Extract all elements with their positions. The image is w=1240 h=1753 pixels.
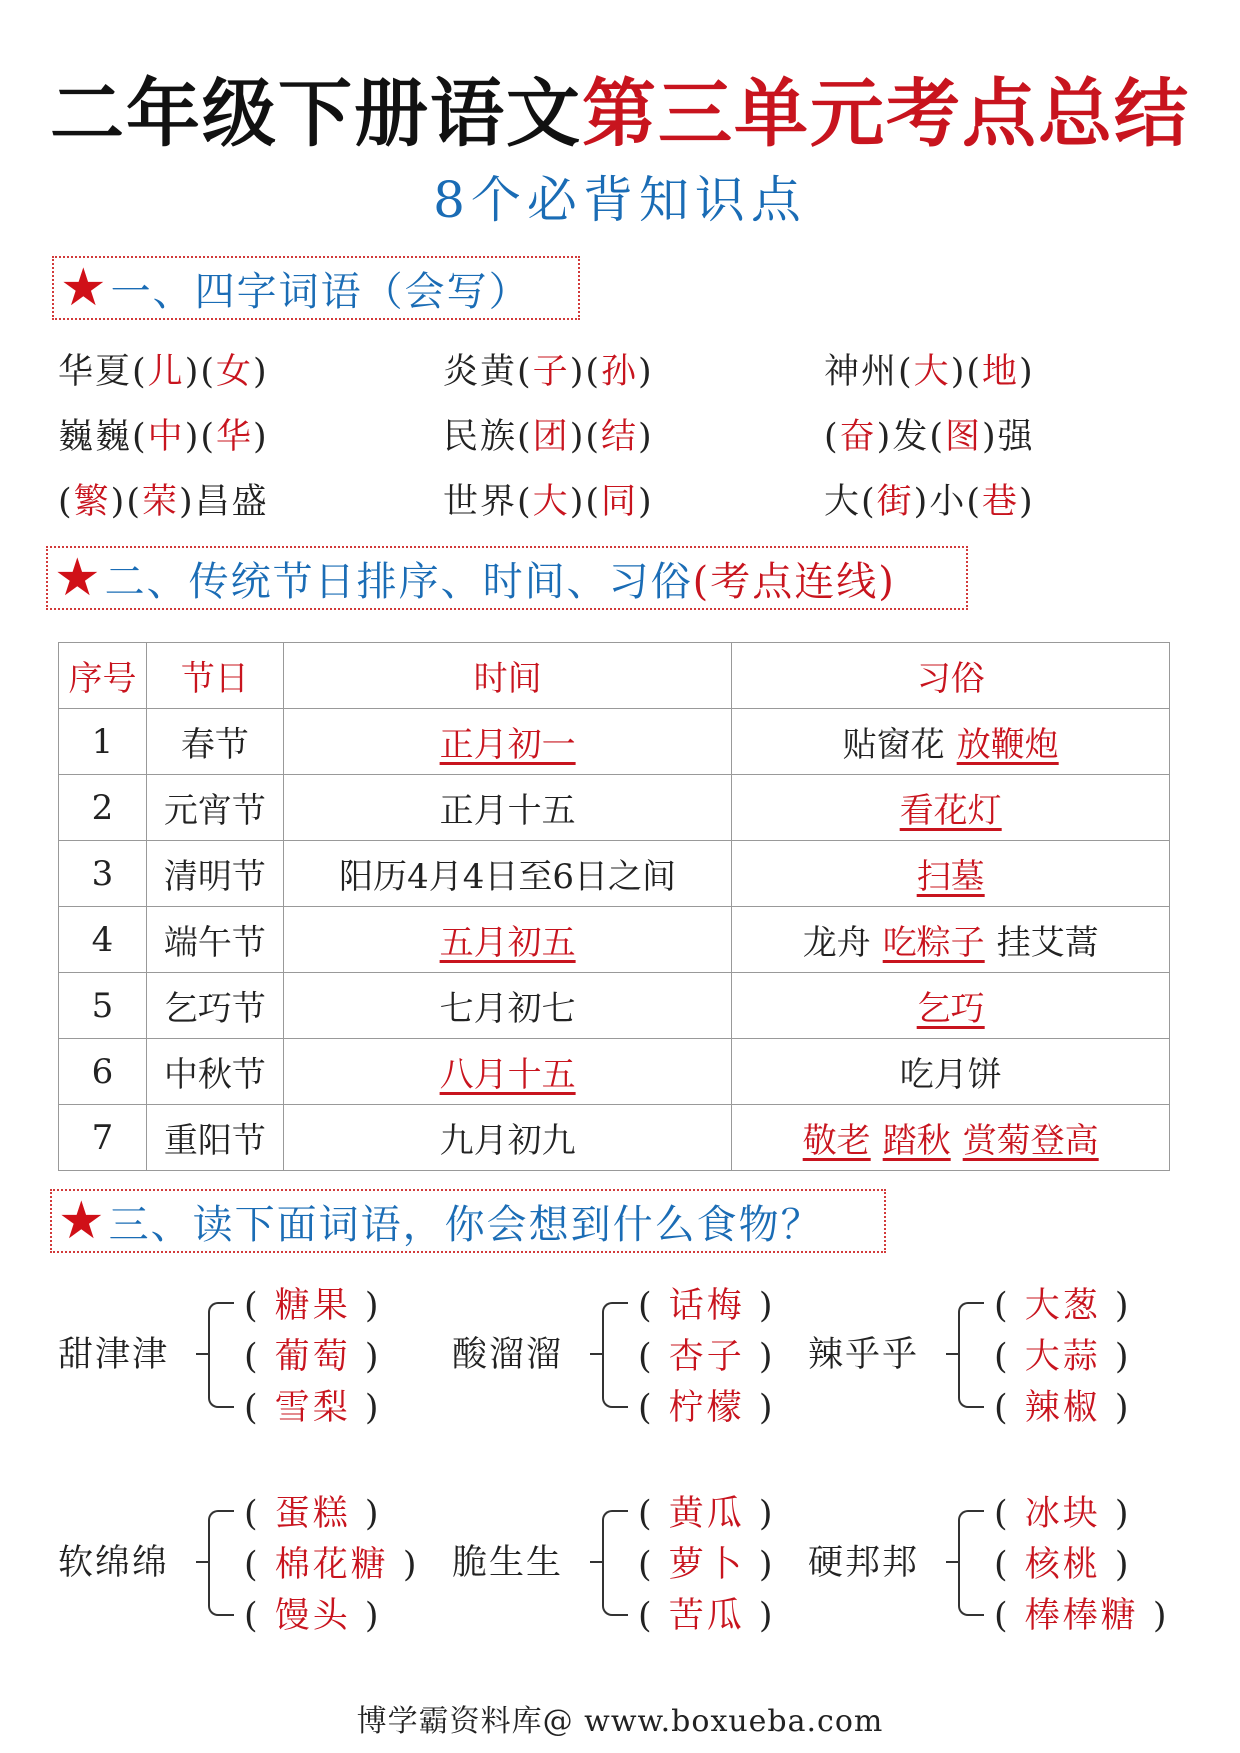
header-num: 序号 — [59, 643, 147, 709]
idiom-text: 世界 — [443, 482, 518, 522]
idiom-item — [443, 474, 654, 524]
section3-heading: 三、读下面词语，你会想到什么食物？ — [108, 1201, 823, 1248]
brace — [602, 1302, 628, 1408]
cell-text: 阳历4月4日至6日之间 — [339, 857, 677, 897]
food-item: ( 核桃 ) — [994, 1545, 1132, 1585]
page-subtitle: 8个必背知识点 — [433, 171, 807, 229]
section1-header — [52, 256, 580, 320]
idiom-text: ( — [824, 417, 840, 457]
festival-time — [283, 775, 732, 841]
idiom-answer: 儿 — [147, 352, 185, 392]
food-item: ( 大葱 ) — [994, 1286, 1132, 1326]
food-answer: 黄瓜 — [668, 1494, 745, 1534]
table-row — [59, 775, 1170, 841]
star-icon: ★ — [60, 258, 107, 318]
food-answer: 冰块 — [1024, 1494, 1101, 1534]
food-answer: 大蒜 — [1024, 1337, 1101, 1377]
food-adjective: 脆生生 — [452, 1543, 564, 1583]
food-answer: 葡萄 — [274, 1337, 351, 1377]
festival-custom — [732, 907, 1170, 973]
food-answer: 馒头 — [274, 1596, 351, 1636]
idiom-text: 神州 — [824, 352, 899, 392]
idiom-answer: 图 — [944, 417, 982, 457]
section2-heading: 二、传统节日排序、时间、习俗 — [104, 558, 693, 605]
table-row — [59, 1105, 1170, 1171]
idiom-text: ) — [253, 352, 269, 392]
idiom-text: 民族 — [443, 417, 518, 457]
festival-name: 端午节 — [146, 907, 283, 973]
brace — [208, 1302, 234, 1408]
star-icon: ★ — [54, 548, 101, 608]
idiom-text: ) — [638, 352, 654, 392]
food-answer: 话梅 — [668, 1286, 745, 1326]
food-answer: 萝卜 — [668, 1545, 745, 1585]
idiom-text: ( — [58, 482, 74, 522]
festival-name: 乞巧节 — [146, 973, 283, 1039]
festival-custom — [732, 1039, 1170, 1105]
idiom-answer: 繁 — [73, 482, 111, 522]
section2-header — [46, 546, 968, 610]
table-row — [59, 907, 1170, 973]
festival-custom — [732, 1105, 1170, 1171]
idiom-text: )强 — [982, 417, 1035, 457]
answer-text: 正月初一 — [439, 725, 576, 765]
cell-text: 龙舟 — [802, 923, 871, 963]
idiom-text: )( — [184, 352, 216, 392]
table-header-row — [59, 643, 1170, 709]
festival-time — [283, 1039, 732, 1105]
idiom-answer: 地 — [982, 352, 1020, 392]
idiom-text: 大( — [824, 482, 877, 522]
food-item: ( 辣椒 ) — [994, 1388, 1132, 1428]
header-custom: 习俗 — [732, 643, 1170, 709]
row-num: 7 — [59, 1105, 147, 1171]
food-item: ( 黄瓜 ) — [638, 1494, 776, 1534]
festival-time — [283, 709, 732, 775]
row-num: 4 — [59, 907, 147, 973]
cell-text: 吃月饼 — [899, 1055, 1002, 1095]
idiom-text: ( — [517, 417, 533, 457]
idiom-text: ) — [638, 482, 654, 522]
idiom-text: ( — [517, 352, 533, 392]
food-item: ( 棒棒糖 ) — [994, 1596, 1170, 1636]
idiom-answer: 奋 — [839, 417, 877, 457]
idiom-answer: 孙 — [601, 352, 639, 392]
food-adjective: 甜津津 — [58, 1335, 170, 1375]
food-item: ( 棉花糖 ) — [244, 1545, 420, 1585]
food-answer: 柠檬 — [668, 1388, 745, 1428]
idiom-answer: 团 — [532, 417, 570, 457]
food-adjective: 软绵绵 — [58, 1543, 170, 1583]
answer-text: 赏菊登高 — [962, 1121, 1099, 1161]
food-answer: 棒棒糖 — [1024, 1596, 1139, 1636]
page-title — [0, 55, 1240, 161]
idiom-answer: 街 — [876, 482, 914, 522]
idiom-text: )( — [950, 352, 982, 392]
festival-name: 重阳节 — [146, 1105, 283, 1171]
food-item: ( 馒头 ) — [244, 1596, 382, 1636]
festival-name: 中秋节 — [146, 1039, 283, 1105]
festival-custom — [732, 973, 1170, 1039]
food-item: ( 雪梨 ) — [244, 1388, 382, 1428]
food-answer: 大葱 — [1024, 1286, 1101, 1326]
row-num: 6 — [59, 1039, 147, 1105]
row-num: 2 — [59, 775, 147, 841]
table-row — [59, 709, 1170, 775]
cell-text: 正月十五 — [439, 791, 576, 831]
idiom-answer: 结 — [601, 417, 639, 457]
food-item: ( 萝卜 ) — [638, 1545, 776, 1585]
festival-custom — [732, 841, 1170, 907]
table-row — [59, 973, 1170, 1039]
idiom-item — [58, 474, 269, 524]
idiom-answer: 子 — [532, 352, 570, 392]
food-answer: 苦瓜 — [668, 1596, 745, 1636]
idiom-item — [824, 409, 1035, 459]
answer-text: 扫墓 — [916, 857, 985, 897]
footer-watermark: 博学霸资料库@ www.boxueba.com — [356, 1704, 884, 1739]
idiom-text: ( — [132, 352, 148, 392]
brace — [602, 1510, 628, 1616]
row-num: 3 — [59, 841, 147, 907]
idiom-item — [58, 409, 269, 459]
idiom-answer: 中 — [147, 417, 185, 457]
cell-text: 七月初七 — [439, 989, 576, 1029]
food-answer: 辣椒 — [1024, 1388, 1101, 1428]
header-time: 时间 — [283, 643, 732, 709]
food-item: ( 冰块 ) — [994, 1494, 1132, 1534]
title-part1: 二年级下册语文 — [50, 71, 582, 157]
idiom-text: ) — [638, 417, 654, 457]
idiom-text: )( — [569, 352, 601, 392]
answer-text: 放鞭炮 — [956, 725, 1059, 765]
section2-heading-note: (考点连线) — [692, 558, 896, 605]
idiom-text: )( — [184, 417, 216, 457]
festival-time — [283, 907, 732, 973]
idiom-answer: 大 — [532, 482, 570, 522]
food-adjective: 硬邦邦 — [808, 1543, 920, 1583]
food-item: ( 糖果 ) — [244, 1286, 382, 1326]
idiom-text: )发( — [876, 417, 945, 457]
idiom-item — [824, 344, 1035, 394]
idiom-answer: 巷 — [981, 482, 1019, 522]
idiom-answer: 同 — [601, 482, 639, 522]
idiom-text: ( — [132, 417, 148, 457]
food-answer: 杏子 — [668, 1337, 745, 1377]
idiom-item — [824, 474, 1035, 524]
row-num: 5 — [59, 973, 147, 1039]
brace — [208, 1510, 234, 1616]
answer-text: 看花灯 — [899, 791, 1002, 831]
festival-time — [283, 841, 732, 907]
table-row — [59, 841, 1170, 907]
food-item: ( 葡萄 ) — [244, 1337, 382, 1377]
header-festival: 节日 — [146, 643, 283, 709]
idiom-text: ( — [517, 482, 533, 522]
food-item: ( 大蒜 ) — [994, 1337, 1132, 1377]
idiom-text: 炎黄 — [443, 352, 518, 392]
festival-name: 元宵节 — [146, 775, 283, 841]
food-item: ( 蛋糕 ) — [244, 1494, 382, 1534]
idiom-text: ) — [253, 417, 269, 457]
food-item: ( 杏子 ) — [638, 1337, 776, 1377]
answer-text: 八月十五 — [439, 1055, 576, 1095]
cell-text: 贴窗花 — [842, 725, 945, 765]
festival-time — [283, 973, 732, 1039]
idiom-text: ( — [898, 352, 914, 392]
idiom-text: )( — [569, 417, 601, 457]
answer-text: 吃粽子 — [882, 923, 985, 963]
festival-custom — [732, 709, 1170, 775]
idiom-text: )小( — [913, 482, 982, 522]
idiom-text: )昌盛 — [179, 482, 269, 522]
answer-text: 敬老 — [802, 1121, 871, 1161]
idiom-item — [443, 409, 654, 459]
food-answer: 棉花糖 — [274, 1545, 389, 1585]
star-icon: ★ — [58, 1191, 105, 1251]
food-answer: 蛋糕 — [274, 1494, 351, 1534]
food-item: ( 柠檬 ) — [638, 1388, 776, 1428]
section1-heading: 一、四字词语（会写） — [110, 268, 531, 315]
food-answer: 雪梨 — [274, 1388, 351, 1428]
row-num: 1 — [59, 709, 147, 775]
brace — [958, 1302, 984, 1408]
festival-time — [283, 1105, 732, 1171]
food-item: ( 苦瓜 ) — [638, 1596, 776, 1636]
idiom-answer: 荣 — [141, 482, 179, 522]
food-answer: 糖果 — [274, 1286, 351, 1326]
section3-header — [50, 1189, 886, 1253]
food-adjective: 酸溜溜 — [452, 1335, 564, 1375]
title-part2: 第三单元考点总结 — [582, 71, 1190, 157]
answer-text: 踏秋 — [882, 1121, 951, 1161]
brace — [958, 1510, 984, 1616]
idiom-text: 巍巍 — [58, 417, 133, 457]
festival-table — [58, 642, 1170, 1171]
idiom-item — [443, 344, 654, 394]
cell-text: 九月初九 — [439, 1121, 576, 1161]
festival-name: 清明节 — [146, 841, 283, 907]
idiom-text: 华夏 — [58, 352, 133, 392]
idiom-answer: 女 — [216, 352, 254, 392]
festival-name: 春节 — [146, 709, 283, 775]
idiom-answer: 华 — [216, 417, 254, 457]
food-answer: 核桃 — [1024, 1545, 1101, 1585]
food-item: ( 话梅 ) — [638, 1286, 776, 1326]
idiom-item — [58, 344, 269, 394]
answer-text: 五月初五 — [439, 923, 576, 963]
food-adjective: 辣乎乎 — [808, 1335, 920, 1375]
idiom-answer: 大 — [913, 352, 951, 392]
cell-text: 挂艾蒿 — [996, 923, 1099, 963]
idiom-text: )( — [569, 482, 601, 522]
idiom-text: ) — [1019, 352, 1035, 392]
idiom-text: )( — [110, 482, 142, 522]
answer-text: 乞巧 — [916, 989, 985, 1029]
idiom-text: ) — [1019, 482, 1035, 522]
festival-custom — [732, 775, 1170, 841]
table-row — [59, 1039, 1170, 1105]
